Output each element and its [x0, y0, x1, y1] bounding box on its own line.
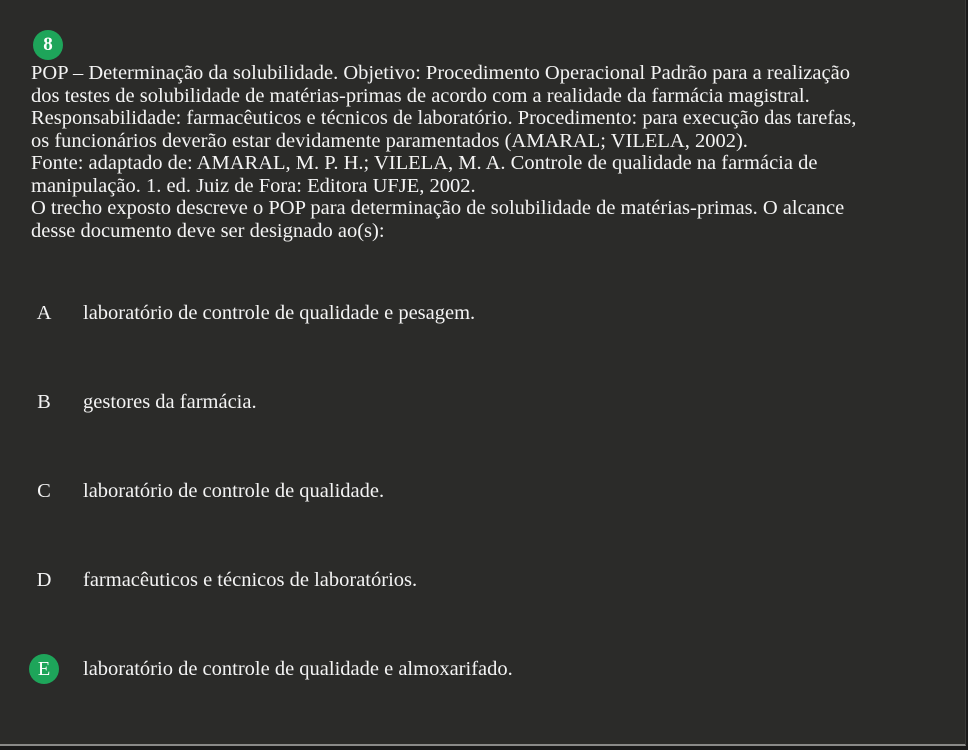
option-d[interactable]: [0, 558, 966, 602]
option-text-e: laboratório de controle de qualidade e almoxarifado.: [83, 658, 513, 680]
option-letter-d: D: [36, 569, 52, 591]
stem-line: dos testes de solubilidade de matérias-primas de acordo com a realidade da farmácia magistral.: [31, 84, 810, 107]
option-e[interactable]: [0, 647, 966, 691]
option-text-c: laboratório de controle de qualidade.: [83, 480, 385, 502]
stem-line: Responsabilidade: farmacêuticos e técnicos de laboratório. Procedimento: para execução das tarefas,: [31, 107, 857, 129]
stem-line: os funcionários deverão estar devidamente paramentados (AMARAL; VILELA, 2002).: [31, 129, 748, 152]
option-letter-a: A: [36, 302, 52, 324]
option-a[interactable]: [0, 291, 966, 335]
stem-line: O trecho exposto descreve o POP para determinação de solubilidade de matérias-primas. O alcance: [31, 197, 845, 219]
stem-line: Fonte: adaptado de: AMARAL, M. P. H.; VILELA, M. A. Controle de qualidade na farmácia de: [31, 152, 818, 174]
option-text-b: gestores da farmácia.: [83, 391, 257, 413]
option-b[interactable]: [0, 380, 966, 424]
option-letter-c: C: [37, 480, 51, 502]
stem-line: POP – Determinação da solubilidade. Objetivo: Procedimento Operacional Padrão para a realização: [31, 62, 850, 84]
option-c[interactable]: [0, 469, 966, 513]
question-number-badge: 8: [33, 30, 63, 60]
option-text-a: laboratório de controle de qualidade e pesagem.: [83, 302, 476, 324]
question-stem: [31, 62, 961, 242]
option-letter-e-selected: E: [29, 654, 59, 684]
stem-line: manipulação. 1. ed. Juiz de Fora: Editora UFJE, 2002.: [31, 174, 476, 197]
option-letter-b: B: [37, 391, 51, 413]
option-text-d: farmacêuticos e técnicos de laboratórios.: [83, 569, 418, 591]
stem-line: desse documento deve ser designado ao(s):: [31, 219, 385, 242]
